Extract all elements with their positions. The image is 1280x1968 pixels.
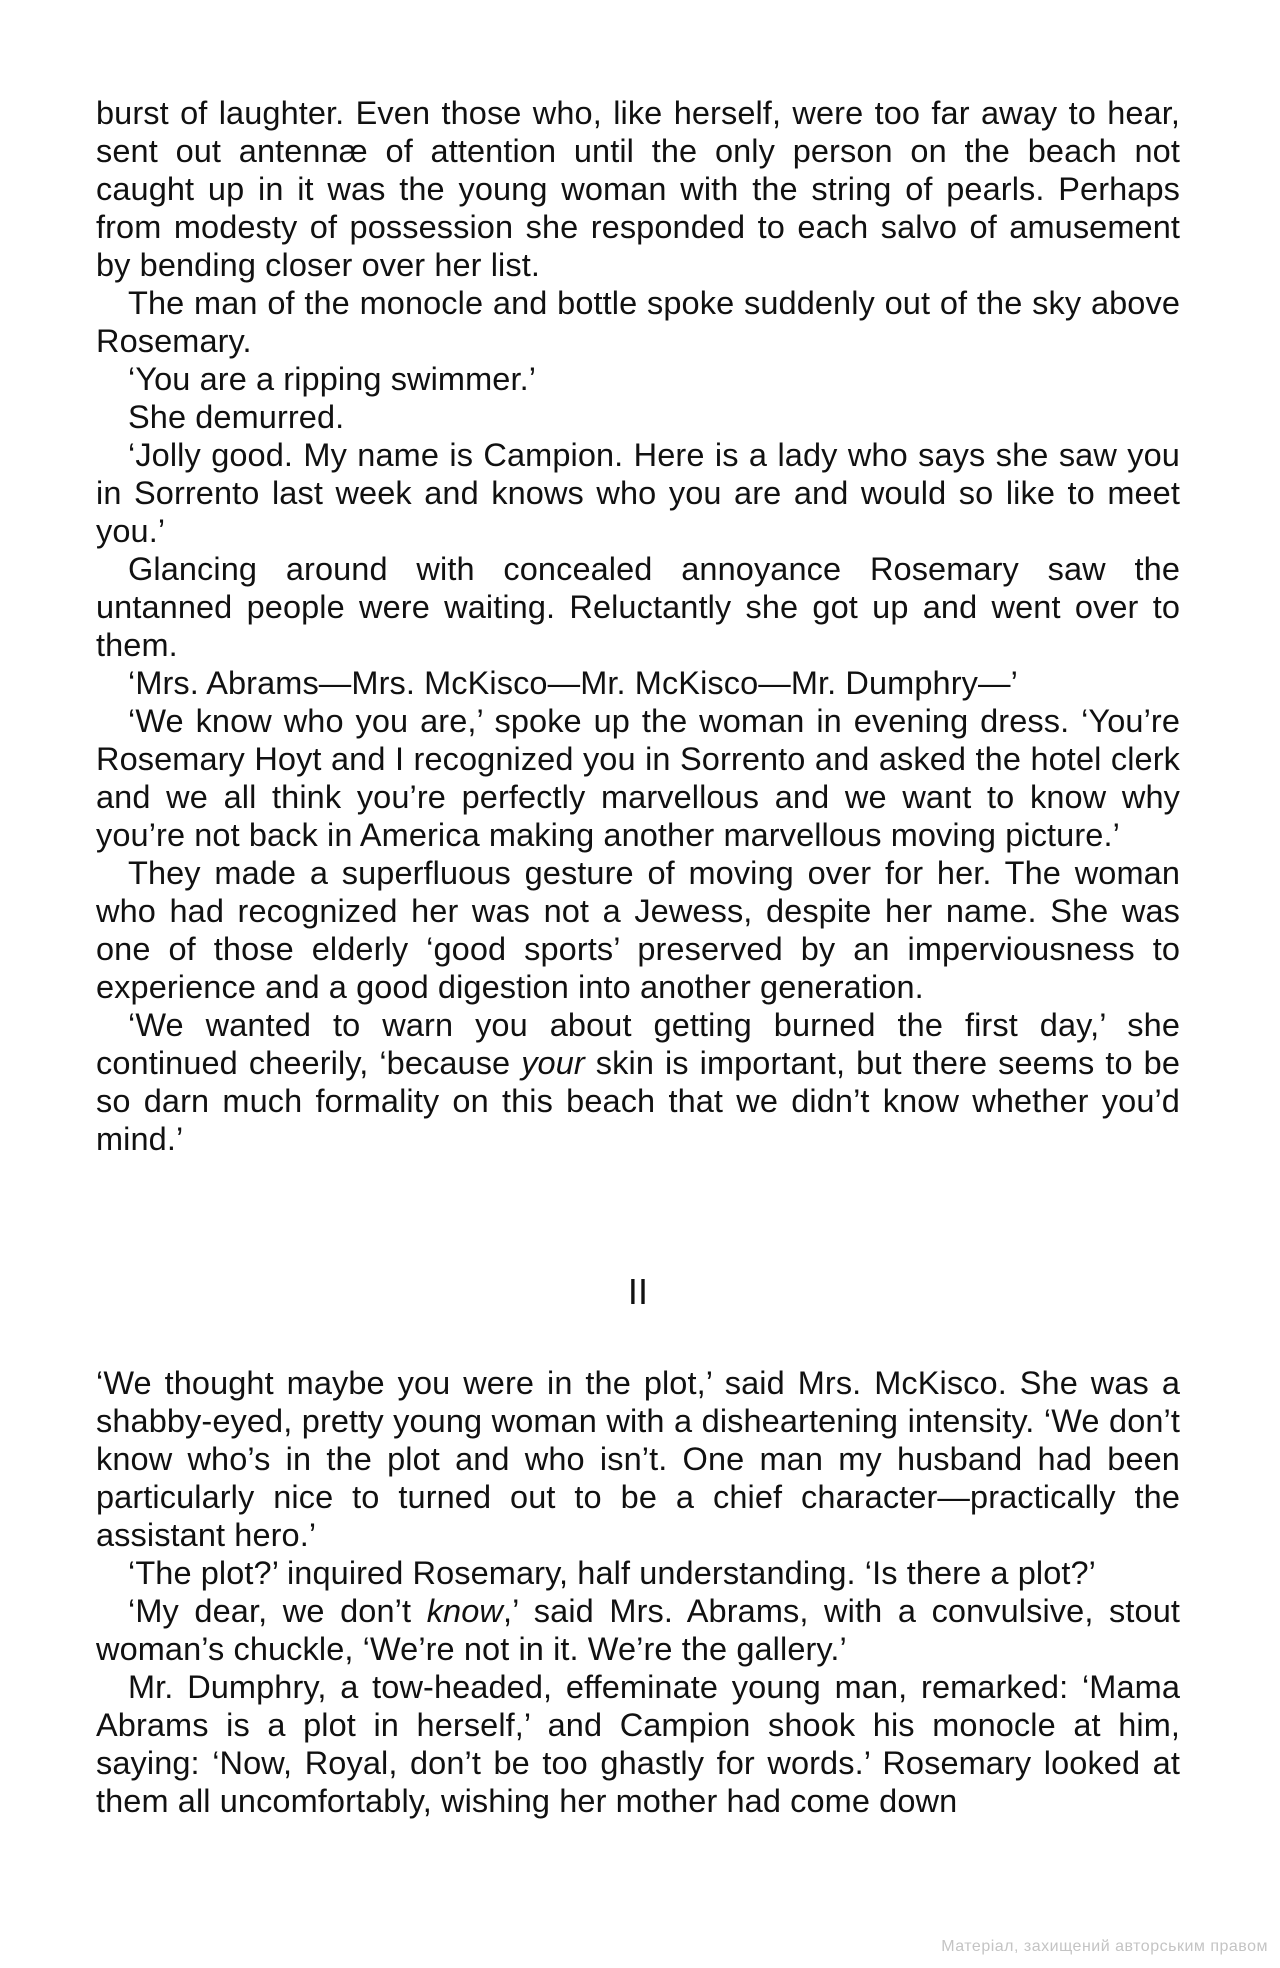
italic-text: your	[521, 1045, 585, 1081]
paragraph-text: ‘We wanted to warn you about getting burned the first day,’ she continued cheerily, ‘because	[96, 1007, 1180, 1081]
paragraph: She demurred.	[128, 399, 345, 435]
paragraph: ‘The plot?’ inquired Rosemary, half understanding. ‘Is there a plot?’	[128, 1555, 1096, 1591]
paragraph: They made a superfluous gesture of moving over for her. The woman who had recognized her was not a Jewess, despite her name. She was one of those elderly ‘good sports’ preserved by an imperviousness to experience and a good digestion into another generation.	[96, 855, 1180, 1005]
paragraph: ‘Jolly good. My name is Campion. Here is a lady who says she saw you in Sorrento last week and knows who you are and would so like to meet you.’	[96, 437, 1180, 549]
book-page	[96, 94, 1180, 1820]
paragraph-text: ,’ said Mrs. Abrams, with a convulsive, stout woman’s chuckle, ‘We’re not in it. We’re the gallery.’	[96, 1593, 1180, 1667]
paragraph: Mr. Dumphry, a tow-headed, effeminate young man, remarked: ‘Mama Abrams is a plot in herself,’ and Campion shook his monocle at him, saying: ‘Now, Royal, don’t be too ghastly for words.’ Rosemary looked at them all uncomfortably, wishing her mother had come down	[96, 1669, 1180, 1819]
paragraph-dont-know	[96, 1592, 1180, 1668]
text-block-after-chapter	[96, 1364, 1180, 1592]
paragraph: ‘You are a ripping swimmer.’	[128, 361, 537, 397]
paragraph-text: skin is important, but there seems to be so darn much formality on this beach that we didn’t know whether you’d mind.’	[96, 1045, 1180, 1157]
paragraph: Glancing around with concealed annoyance Rosemary saw the untanned people were waiting. Reluctantly she got up and went over to them.	[96, 551, 1180, 663]
italic-text: know	[426, 1593, 503, 1629]
text-block-final	[96, 1668, 1180, 1820]
copyright-watermark: Матеріал, захищений авторським правом	[941, 1938, 1268, 1955]
paragraph: The man of the monocle and bottle spoke suddenly out of the sky above Rosemary.	[96, 285, 1180, 359]
paragraph-text: ‘My dear, we don’t	[128, 1593, 427, 1629]
paragraph: ‘Mrs. Abrams—Mrs. McKisco—Mr. McKisco—Mr. Dumphry—’	[128, 665, 1018, 701]
paragraph-your-skin	[96, 1006, 1180, 1158]
paragraph: burst of laughter. Even those who, like herself, were too far away to hear, sent out antennæ of attention until the only person on the beach not caught up in it was the young woman with the string of pearls. Perhaps from modesty of possession she responded to each salvo of amusement by bending closer over her list.	[96, 95, 1180, 283]
paragraph: ‘We know who you are,’ spoke up the woman in evening dress. ‘You’re Rosemary Hoyt and I recognized you in Sorrento and asked the hotel clerk and we all think you’re perfectly marvellous and we want to know why you’re not back in America making another marvellous moving picture.’	[96, 703, 1180, 853]
paragraph: ‘We thought maybe you were in the plot,’ said Mrs. McKisco. She was a shabby-eyed, pretty young woman with a disheartening intensity. ‘We don’t know who’s in the plot and who isn’t. One man my husband had been particularly nice to turned out to be a chief character—practically the assistant hero.’	[96, 1365, 1180, 1553]
chapter-heading: II	[627, 1271, 649, 1312]
text-block-before-chapter	[96, 94, 1180, 1006]
